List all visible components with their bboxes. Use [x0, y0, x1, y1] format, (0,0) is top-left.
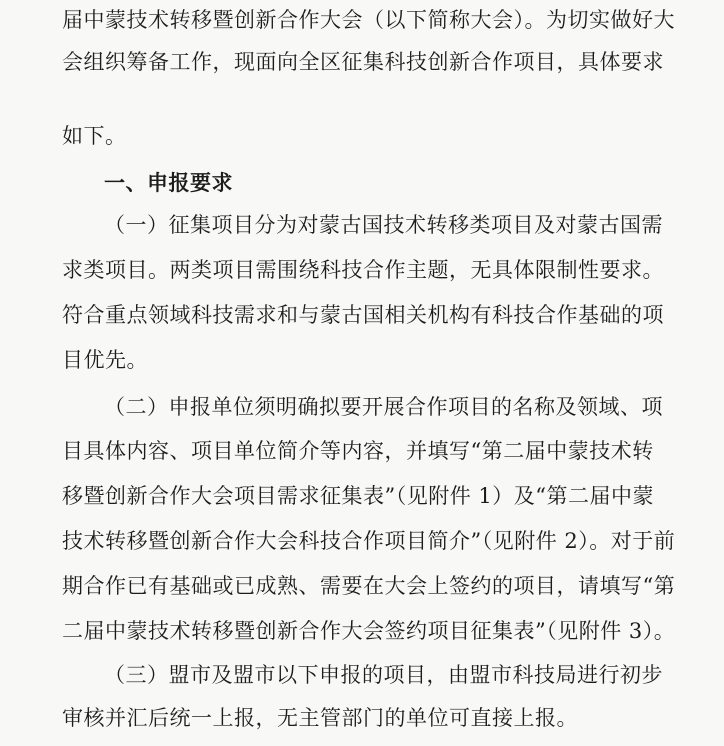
- intro-line-3: 如下。: [62, 124, 127, 148]
- item1-line-3: 符合重点领域科技需求和与蒙古国相关机构有科技合作基础的项: [62, 303, 664, 327]
- intro-line-2: 会组织筹备工作，现面向全区征集科技创新合作项目，具体要求: [62, 50, 664, 74]
- item2-line-6: 二届中蒙技术转移暨创新合作大会签约项目征集表”（见附件 3）。: [62, 619, 676, 643]
- item3-line-1: （三）盟市及盟市以下申报的项目，由盟市科技局进行初步: [104, 663, 663, 687]
- item2-line-3: 移暨创新合作大会项目需求征集表”（见附件 1）及“第二届中蒙: [62, 484, 655, 508]
- section-heading: 一、申报要求: [104, 171, 233, 195]
- item1-line-4: 目优先。: [62, 348, 148, 372]
- item3-line-2: 审核并汇后统一上报，无主管部门的单位可直接上报。: [62, 706, 578, 730]
- item2-line-1: （二）申报单位须明确拟要开展合作项目的名称及领域、项: [104, 395, 663, 419]
- intro-line-1: 届中蒙技术转移暨创新合作大会（以下简称大会）。为切实做好大: [62, 8, 675, 32]
- item2-line-2: 目具体内容、项目单位简介等内容，并填写“第二届中蒙技术转: [62, 439, 654, 463]
- item1-line-2: 求类项目。两类项目需围绕科技合作主题，无具体限制性要求。: [62, 258, 664, 282]
- item2-line-4: 技术转移暨创新合作大会科技合作项目简介”（见附件 2）。对于前: [62, 529, 676, 553]
- item2-line-5: 期合作已有基础或已成熟、需要在大会上签约的项目，请填写“第: [62, 574, 676, 598]
- item1-line-1: （一）征集项目分为对蒙古国技术转移类项目及对蒙古国需: [104, 213, 663, 237]
